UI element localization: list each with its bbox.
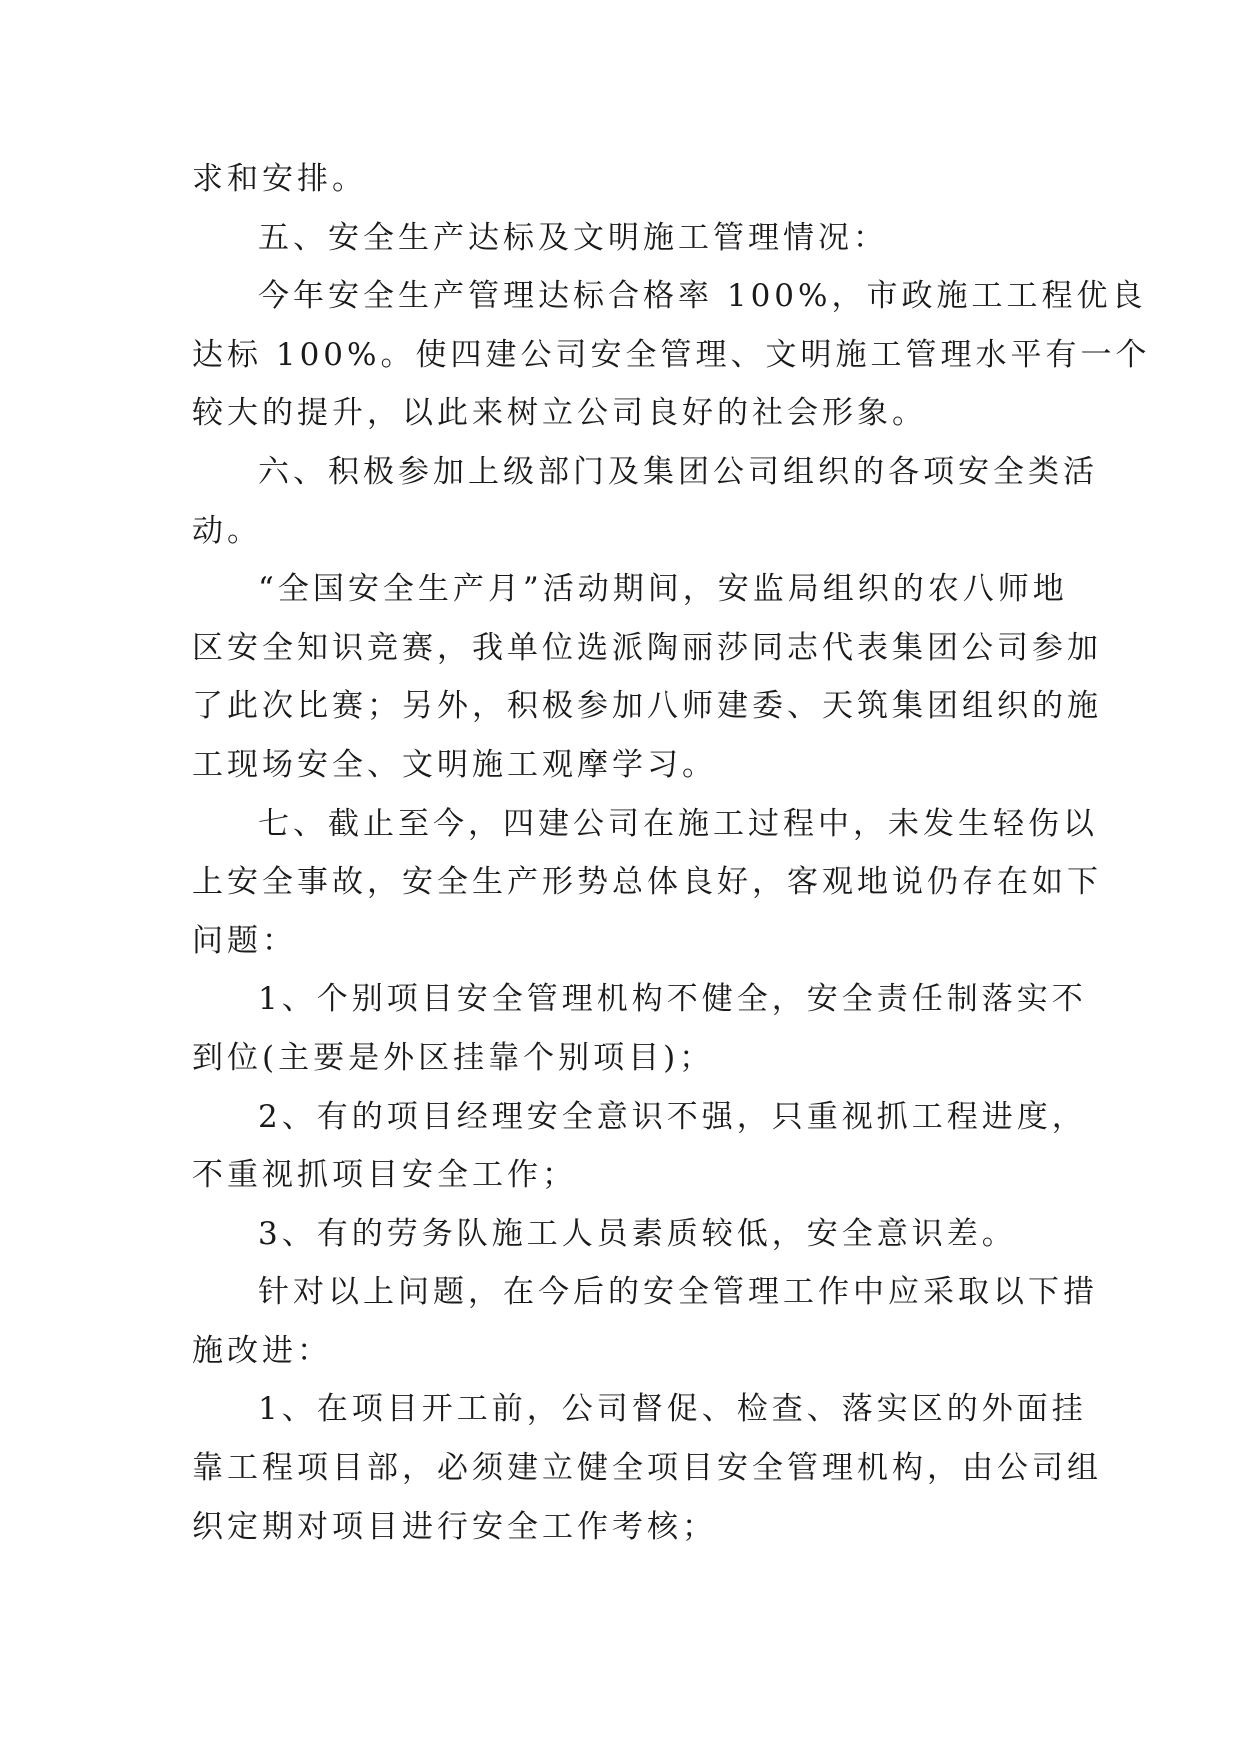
text-line: 动。: [192, 512, 262, 549]
section-heading: 七、截止至今，四建公司在施工过程中，未发生轻伤以: [258, 805, 1098, 842]
document-body: [192, 150, 1151, 1556]
text-line: 针对以上问题，在今后的安全管理工作中应采取以下措: [258, 1274, 1098, 1311]
text-line: 靠工程项目部，必须建立健全项目安全管理机构，由公司组: [192, 1450, 1102, 1487]
list-item: 2、有的项目经理安全意识不强，只重视抓工程进度，: [258, 1098, 1087, 1135]
section-heading: 五、安全生产达标及文明施工管理情况：: [258, 219, 888, 256]
text-line: 到位(主要是外区挂靠个别项目)；: [192, 1039, 715, 1076]
text-line: “全国安全生产月”活动期间，安监局组织的农八师地: [258, 571, 1068, 608]
text-line: 了此次比赛；另外，积极参加八师建委、天筑集团组织的施: [192, 688, 1102, 725]
list-item: 1、个别项目安全管理机构不健全，安全责任制落实不: [258, 981, 1087, 1018]
text-line: 较大的提升，以此来树立公司良好的社会形象。: [192, 395, 927, 432]
text-line: 工现场安全、文明施工观摩学习。: [192, 746, 717, 783]
text-line: 施改进：: [192, 1332, 332, 1369]
text-line: 区安全知识竞赛，我单位选派陶丽莎同志代表集团公司参加: [192, 629, 1102, 666]
text-line: 上安全事故，安全生产形势总体良好，客观地说仍存在如下: [192, 864, 1102, 901]
list-item: 3、有的劳务队施工人员素质较低，安全意识差。: [258, 1215, 1017, 1252]
list-item: 1、在项目开工前，公司督促、检查、落实区的外面挂: [258, 1391, 1087, 1428]
section-heading: 六、积极参加上级部门及集团公司组织的各项安全类活: [258, 453, 1098, 490]
text-line: 今年安全生产管理达标合格率 100%，市政施工工程优良: [258, 278, 1147, 315]
text-line: 不重视抓项目安全工作；: [192, 1157, 577, 1194]
text-line: 问题：: [192, 922, 297, 959]
text-line: 织定期对项目进行安全工作考核；: [192, 1508, 717, 1545]
text-line: 求和安排。: [192, 161, 367, 197]
text-line: 达标 100%。使四建公司安全管理、文明施工管理水平有一个: [192, 336, 1151, 373]
